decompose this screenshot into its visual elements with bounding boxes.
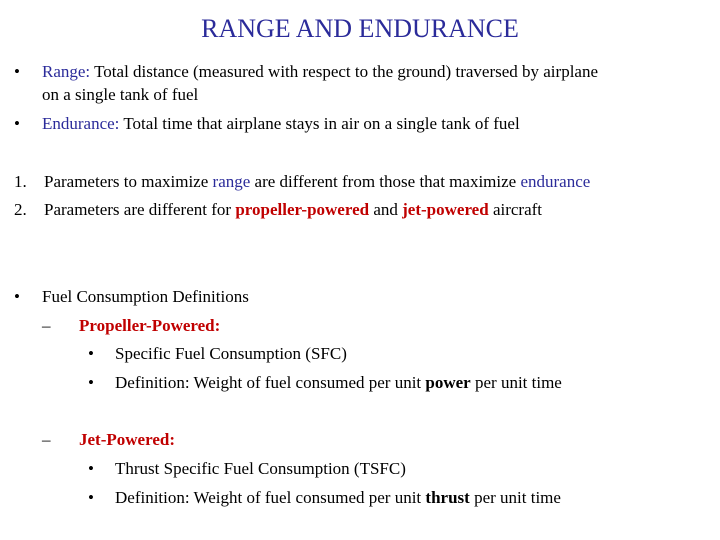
numbered-item-1 [44,172,590,192]
numbered-1-pre: Parameters to maximize [44,172,213,191]
bullet-endurance: • [14,114,20,133]
term-range: Range: [42,62,91,81]
bullet-range: • [14,62,20,81]
definition-endurance [42,114,520,134]
term-endurance: Endurance: [42,114,120,133]
numbered-item-2 [44,200,542,220]
highlight-range: range [212,172,251,191]
jet-label: Jet-Powered: [79,430,175,449]
definition-range [42,62,598,82]
definition-endurance-text: Total time that airplane stays in air on a single tank of fuel [123,114,520,133]
number-1: 1. [14,172,27,191]
highlight-jet: jet-powered [402,200,489,219]
numbered-2-post: aircraft [488,200,543,219]
bullet-fuel: • [14,287,20,306]
highlight-propeller: propeller-powered [235,200,370,219]
sfc-definition [115,373,562,393]
dash-jet: – [42,430,51,449]
tsfc-def-post: per unit time [469,488,561,507]
sfc-def-bold: power [425,373,471,392]
tsfc-def-pre: Definition: Weight of fuel consumed per unit [115,488,426,507]
bullet-sfc-def: • [88,373,94,392]
slide-title: RANGE AND ENDURANCE [201,14,519,43]
tsfc-def-bold: thrust [425,488,470,507]
bullet-tsfc: • [88,459,94,478]
sfc-def-post: per unit time [470,373,562,392]
definition-range-text: Total distance (measured with respect to the ground) traversed by airplane [94,62,599,81]
bullet-sfc: • [88,344,94,363]
sfc-item: Specific Fuel Consumption (SFC) [115,344,347,363]
dash-propeller: – [42,316,51,335]
propeller-label: Propeller-Powered: [79,316,221,335]
tsfc-definition [115,488,561,508]
bullet-tsfc-def: • [88,488,94,507]
numbered-2-mid: and [369,200,403,219]
highlight-endurance: endurance [520,172,591,191]
tsfc-item: Thrust Specific Fuel Consumption (TSFC) [115,459,406,478]
number-2: 2. [14,200,27,219]
numbered-1-mid: are different from those that maximize [250,172,521,191]
definition-range-cont: on a single tank of fuel [42,85,199,104]
numbered-2-pre: Parameters are different for [44,200,236,219]
fuel-heading: Fuel Consumption Definitions [42,287,249,306]
sfc-def-pre: Definition: Weight of fuel consumed per unit [115,373,426,392]
